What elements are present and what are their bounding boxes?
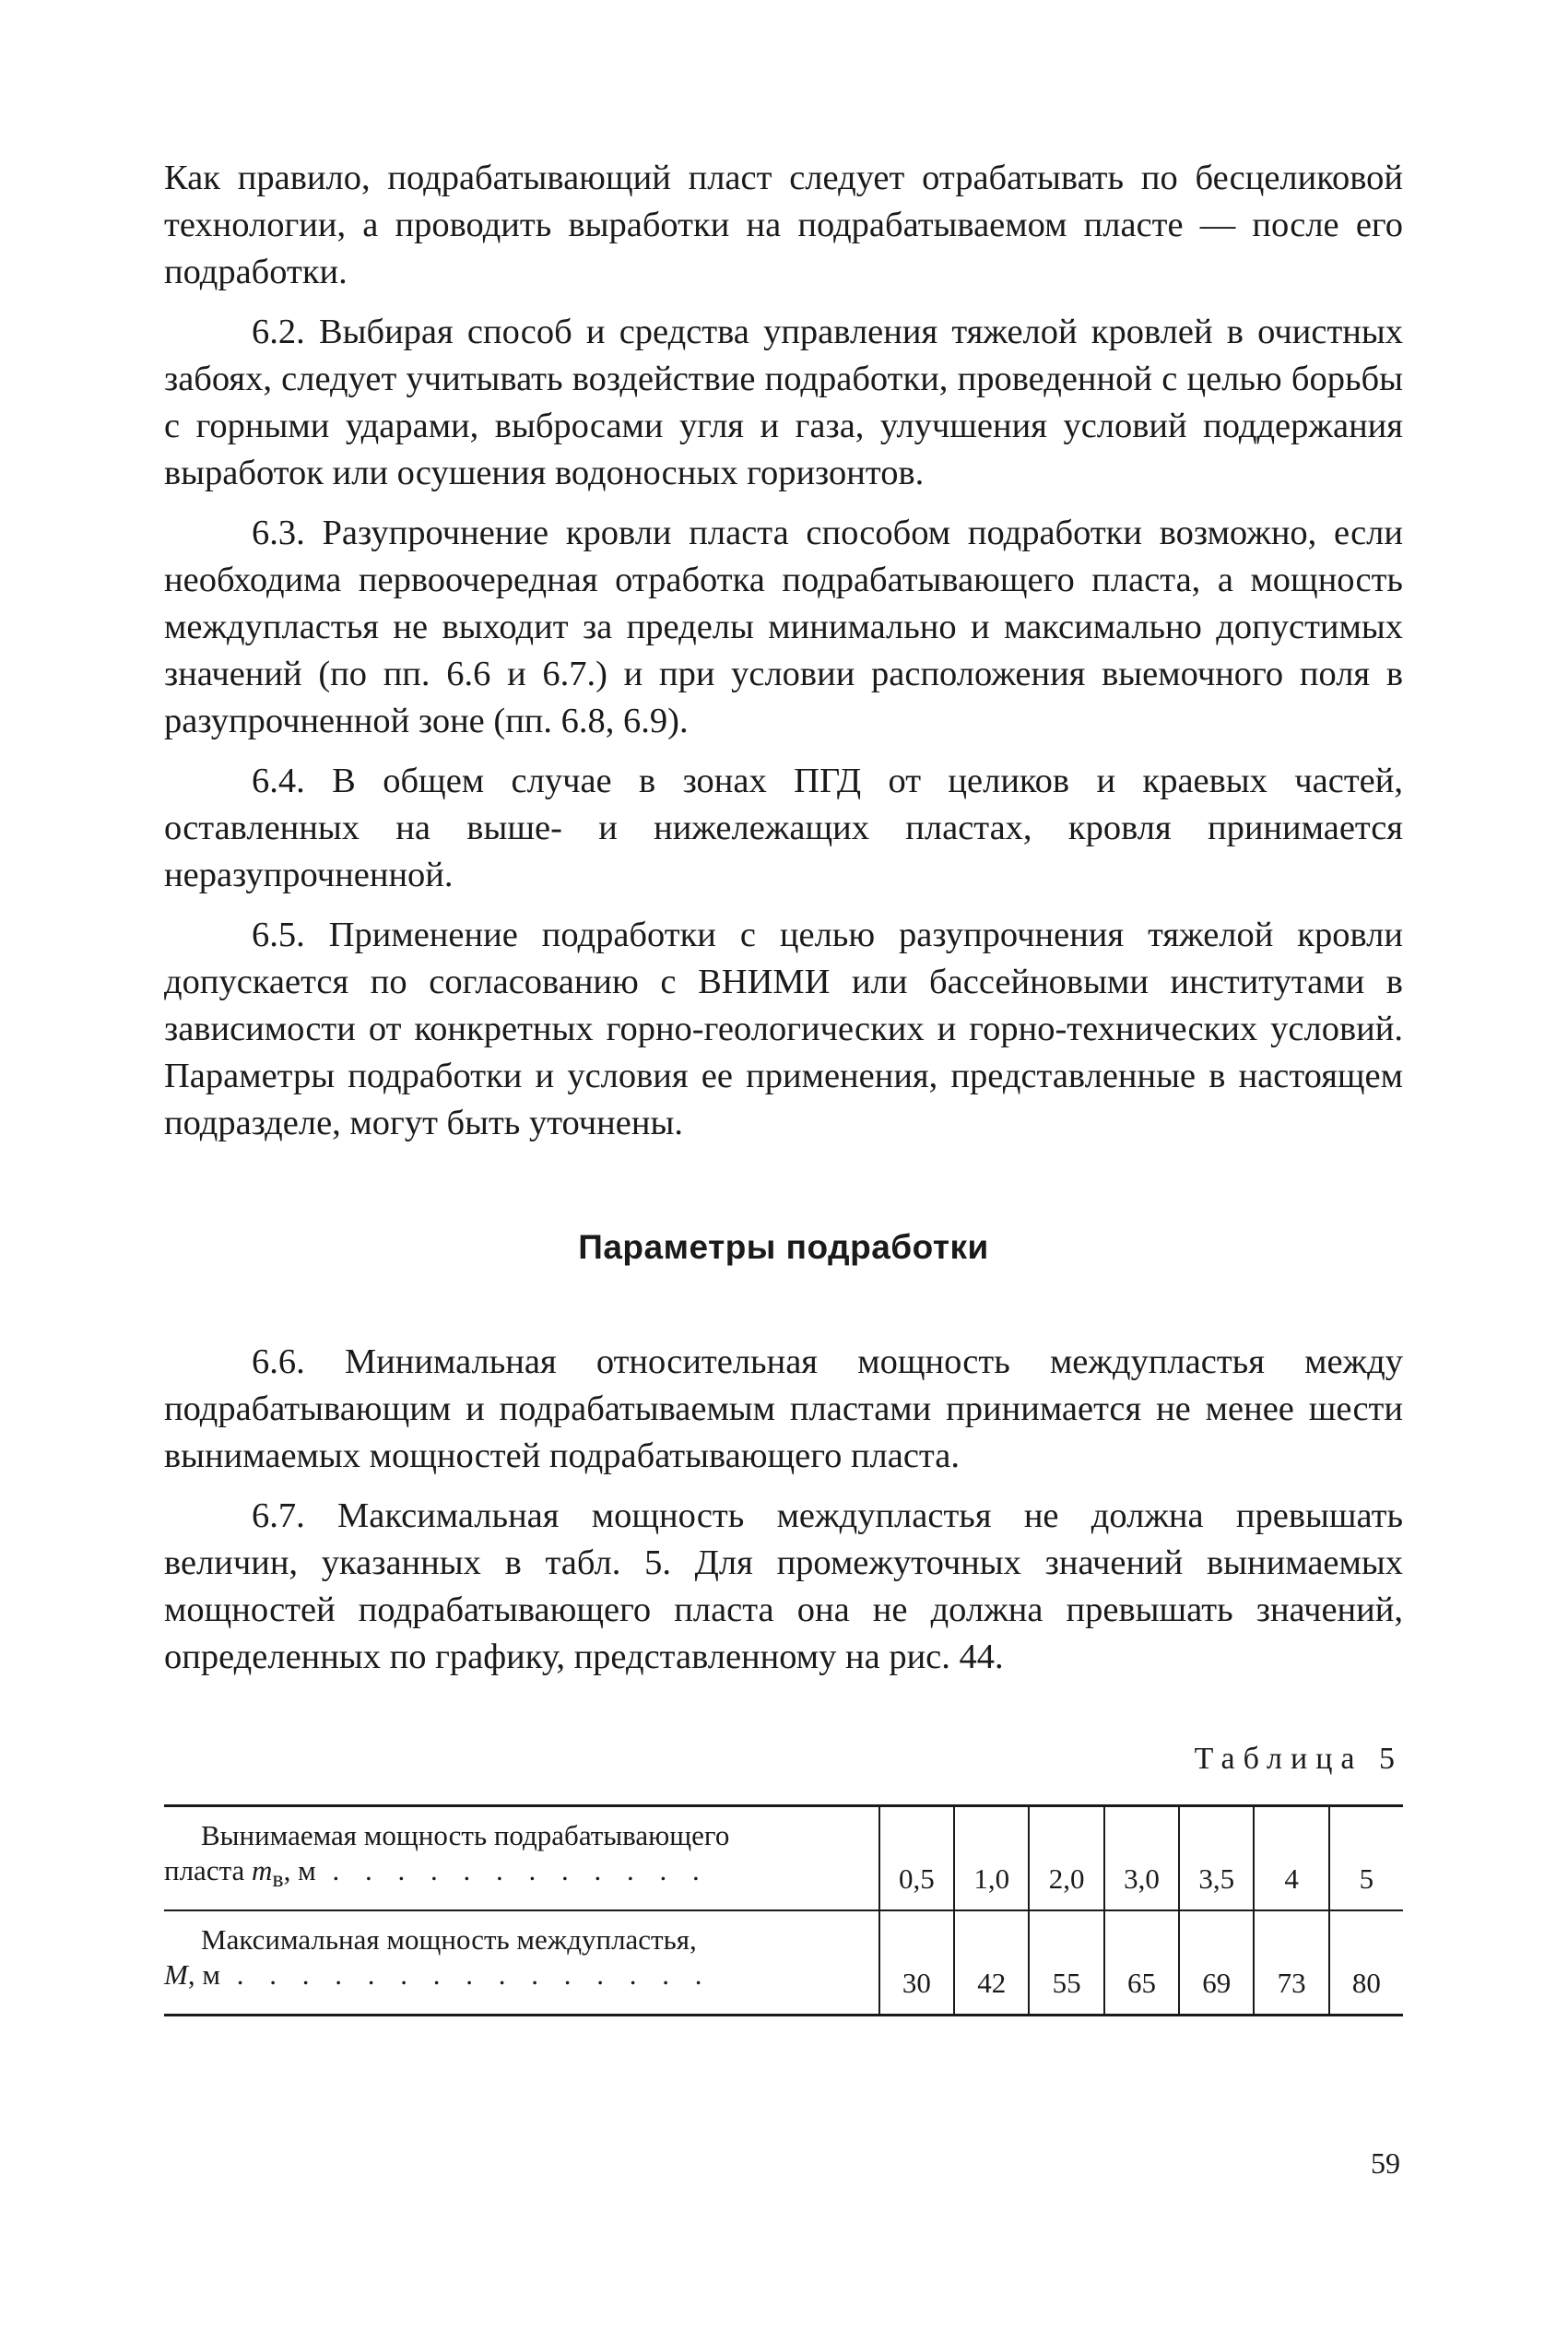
row-label-symbol: M [164, 1958, 188, 1992]
row-label-prefix: пласта [164, 1854, 253, 1886]
paragraph-intro: Как правило, подрабатывающий пласт следует отрабатывать по бесцеликовой технологии, а проводить выработки на подрабатываемом пласте — после его подработки. [164, 159, 1403, 291]
row-label [164, 1806, 879, 1911]
paragraph-6-3: 6.3. Разупрочнение кровли пласта способом подработки возможно, если необходима первоочередная отработка подрабатывающего пласта, а мощность междупластья не выходит за пределы минимально и максимально допустимых значений (по пп. 6.6 и 6.7.) и при условии расположения выемочного поля в разупрочненной зоне (пп. 6.8, 6.9). [164, 514, 1403, 740]
row-label [164, 1910, 879, 2016]
table-cell: 30 [879, 1910, 954, 2016]
table-cell: 65 [1104, 1910, 1179, 2016]
table-cell: 5 [1329, 1806, 1403, 1911]
row-label-suffix: , м [187, 1958, 220, 1992]
row-label-line1: Максимальная мощность междупластья, [201, 1923, 697, 1957]
table-cell: 55 [1029, 1910, 1103, 2016]
row-label-suffix: , м [283, 1854, 316, 1886]
paragraph-6-5: 6.5. Применение подработки с целью разупрочнения тяжелой кровли допускается по согласованию с ВНИМИ или бассейновыми институтами в зависимости от конкретных горно-геологических и горно-технических условий. Параметры подработки и условия ее применения, представленные в настоящем подразделе, могут быть уточнены. [164, 916, 1403, 1142]
paragraph-6-6: 6.6. Минимальная относительная мощность междупластья между подрабатывающим и подрабатываемым пластами принимается не менее шести вынимаемых мощностей подрабатывающего пласта. [164, 1342, 1403, 1475]
row-label-line1: Вынимаемая мощность подрабатывающего [201, 1819, 730, 1851]
row-label-symbol: m [252, 1854, 273, 1886]
paragraph-6-2: 6.2. Выбирая способ и средства управления тяжелой кровлей в очистных забоях, следует учитывать воздействие подработки, проведенной с целью борьбы с горными ударами, выбросами угля и газа, улучшения условий поддержания выработок или осушения водоносных горизонтов. [164, 313, 1403, 492]
row-label-line2 [164, 1853, 867, 1897]
table-caption: Таблица 5 [1194, 1742, 1403, 1776]
table-cell: 1,0 [954, 1806, 1029, 1911]
row-label-dots: . . . . . . . . . . . . [315, 1854, 709, 1886]
table-cell: 42 [954, 1910, 1029, 2016]
table-cell: 3,5 [1179, 1806, 1254, 1911]
table-cell: 69 [1179, 1910, 1254, 2016]
table-cell: 73 [1254, 1910, 1328, 2016]
table-cell: 0,5 [879, 1806, 954, 1911]
page-number: 59 [1371, 2146, 1400, 2180]
data-table [164, 1804, 1403, 2016]
paragraph-6-7: 6.7. Максимальная мощность междупластья не должна превышать величин, указанных в табл. 5. Для промежуточных значений вынимаемых мощностей подрабатывающего пласта она не должна превышать значений, определенных по графику, представленному на рис. 44. [164, 1496, 1403, 1676]
table-cell: 3,0 [1104, 1806, 1179, 1911]
table-row [164, 1910, 1403, 2016]
paragraph-6-4: 6.4. В общем случае в зонах ПГД от целиков и краевых частей, оставленных на выше- и нижележащих пластах, кровля принимается неразупрочненной. [164, 762, 1403, 894]
table-row [164, 1806, 1403, 1911]
table-cell: 2,0 [1029, 1806, 1103, 1911]
row-label-line2 [164, 1957, 867, 2001]
section-heading: Параметры подработки [578, 1228, 989, 1266]
text-column [164, 155, 1403, 2016]
table-cell: 4 [1254, 1806, 1328, 1911]
table-cell: 80 [1329, 1910, 1403, 2016]
row-label-subscript: в [272, 1865, 284, 1893]
row-label-dots: . . . . . . . . . . . . . . . [219, 1958, 712, 1992]
